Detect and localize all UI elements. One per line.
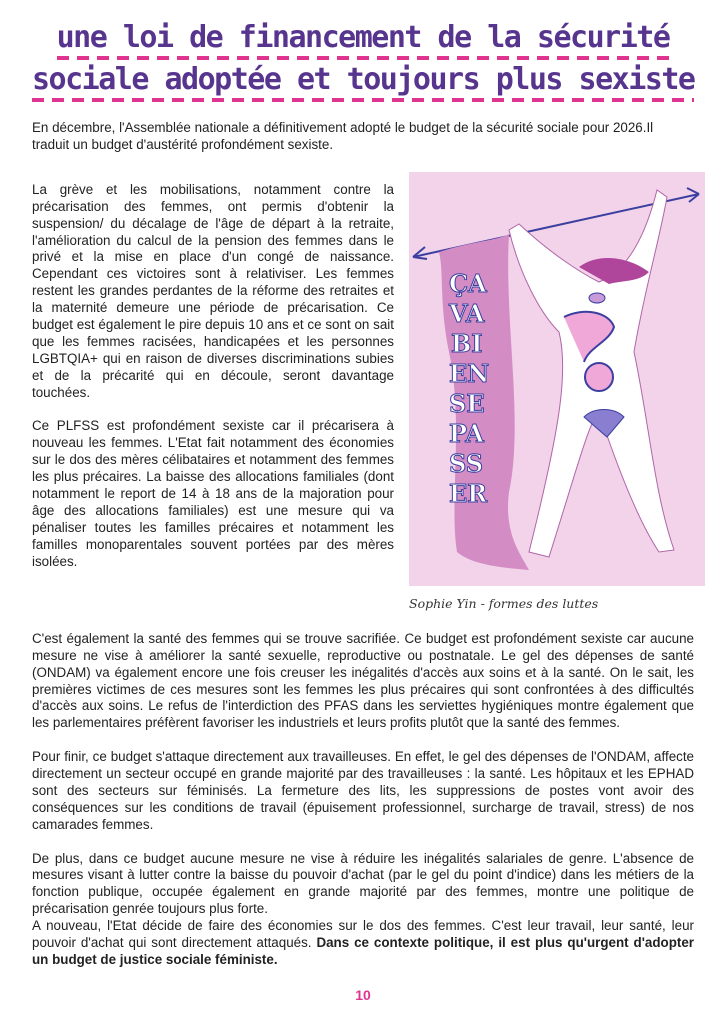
svg-text:PA: PA [449, 418, 484, 448]
travail-paragraph-2: De plus, dans ce budget aucune mesure ne vise à réduire les inégalités salariales de genre. L'absence de mesures visant à lutter contre la baisse du pouvoir d'achat (par le gel du point d'indice) dans les métiers de la fonction publique, occupée également en grande majorité par des femmes, montre une politique de précarisation genrée toujours plus forte. [32, 850, 694, 917]
column-paragraph-2: Ce PLFSS est profondément sexiste car il précarisera à nouveau les femmes. L'Etat fait notamment des économies sur le dos des mères célibataires et notamment des femmes les plus précaires. La baisse des allocations familiales (dont notamment le report de 14 à 18 ans de la majoration pour âge des allocations familiales) est une mesure qui va pénaliser toutes les familles précaires et notamment les familles monoparentales souvent portées par des mères isolées. [32, 418, 394, 569]
column-paragraph-1: La grève et les mobilisations, notamment contre la précarisation des femmes, ont permis d'obtenir la suspension/ du décalage de l'âge de départ à la retraite, l'amélioration du calcul de la pension des femmes dans le privé et la mise en place d'un congé de naissance. Cependant ces victoires sont à relativiser. Les femmes restent les grandes perdantes de la réforme des retraites et la maternité demeure une période de précarisation. Ce budget est également le pire depuis 10 ans et ce sont on sait que les femmes racisées, handicapées et les personnes LGBTQIA+ qui en raison de diverses discriminations subies et de la précarité qui en découle, seront davantage touchées. [32, 181, 394, 400]
sante-paragraph: C'est également la santé des femmes qui se trouve sacrifiée. Ce budget est profondément sexiste car aucune mesure ne vise à améliorer la santé sexuelle, reproductive ou postnatale. Le gel des dépenses de santé (ONDAM) va également encore une fois creuser les inégalités d'accès aux soins et à la santé. On le sait, les premières victimes de ces mesures sont les femmes les plus précaires qui sont confrontées à des difficultés d'accès aux soins. Le refus de l'interdiction des PFAS dans les serviettes hygiéniques montre également que les parlementaires préfèrent favoriser les industriels et leurs profits plutôt que la santé des femmes. [32, 630, 694, 731]
svg-text:ER: ER [449, 478, 488, 508]
page-number: 10 [355, 986, 371, 1003]
travail-section [32, 749, 694, 969]
svg-text:ÇA: ÇA [449, 268, 487, 298]
svg-text:BI: BI [451, 328, 483, 358]
illustration-caption: Sophie Yin - formes des luttes [409, 595, 599, 611]
intro-paragraph: En décembre, l'Assemblée nationale a définitivement adopté le budget de la sécurité sociale pour 2026.Il traduit un budget d'austérité profondément sexiste. [32, 120, 654, 152]
svg-text:SE: SE [449, 388, 485, 418]
illustration [409, 172, 705, 586]
svg-text:SS: SS [449, 448, 484, 478]
article-title [32, 18, 694, 102]
conclusion-bold: Dans ce contexte politique, il est plus qu'urgent d'adopter un budget de justice sociale féministe. [32, 935, 694, 967]
title-line-2: sociale adoptée et toujours plus sexiste [32, 60, 694, 102]
travail-paragraph-3 [32, 918, 694, 969]
travail-paragraph-1: Pour finir, ce budget s'attaque directement aux travailleuses. En effet, le gel des dépenses de l'ONDAM, affecte directement un secteur occupé en grande majorité par des travailleuses : la santé. Les hôpitaux et les EPHAD sont des secteurs sur féminisés. La fermeture des lits, les suppressions de postes vont avoir des conséquences sur les conditions de travail (épuisement professionnel, surcharge de travail, stress) de nos camarades femmes. [32, 749, 694, 832]
svg-text:VA: VA [449, 298, 485, 328]
text-column [32, 172, 394, 571]
title-line-1: une loi de financement de la sécurité [57, 18, 670, 60]
svg-text:EN: EN [449, 358, 490, 388]
column-section [32, 172, 694, 611]
travail-text: A nouveau, l'Etat décide de faire des économies sur le dos des femmes. C'est leur travail, leur santé, leur pouvoir d'achat qui sont directement attaqués. [32, 918, 694, 951]
figure [409, 172, 705, 611]
